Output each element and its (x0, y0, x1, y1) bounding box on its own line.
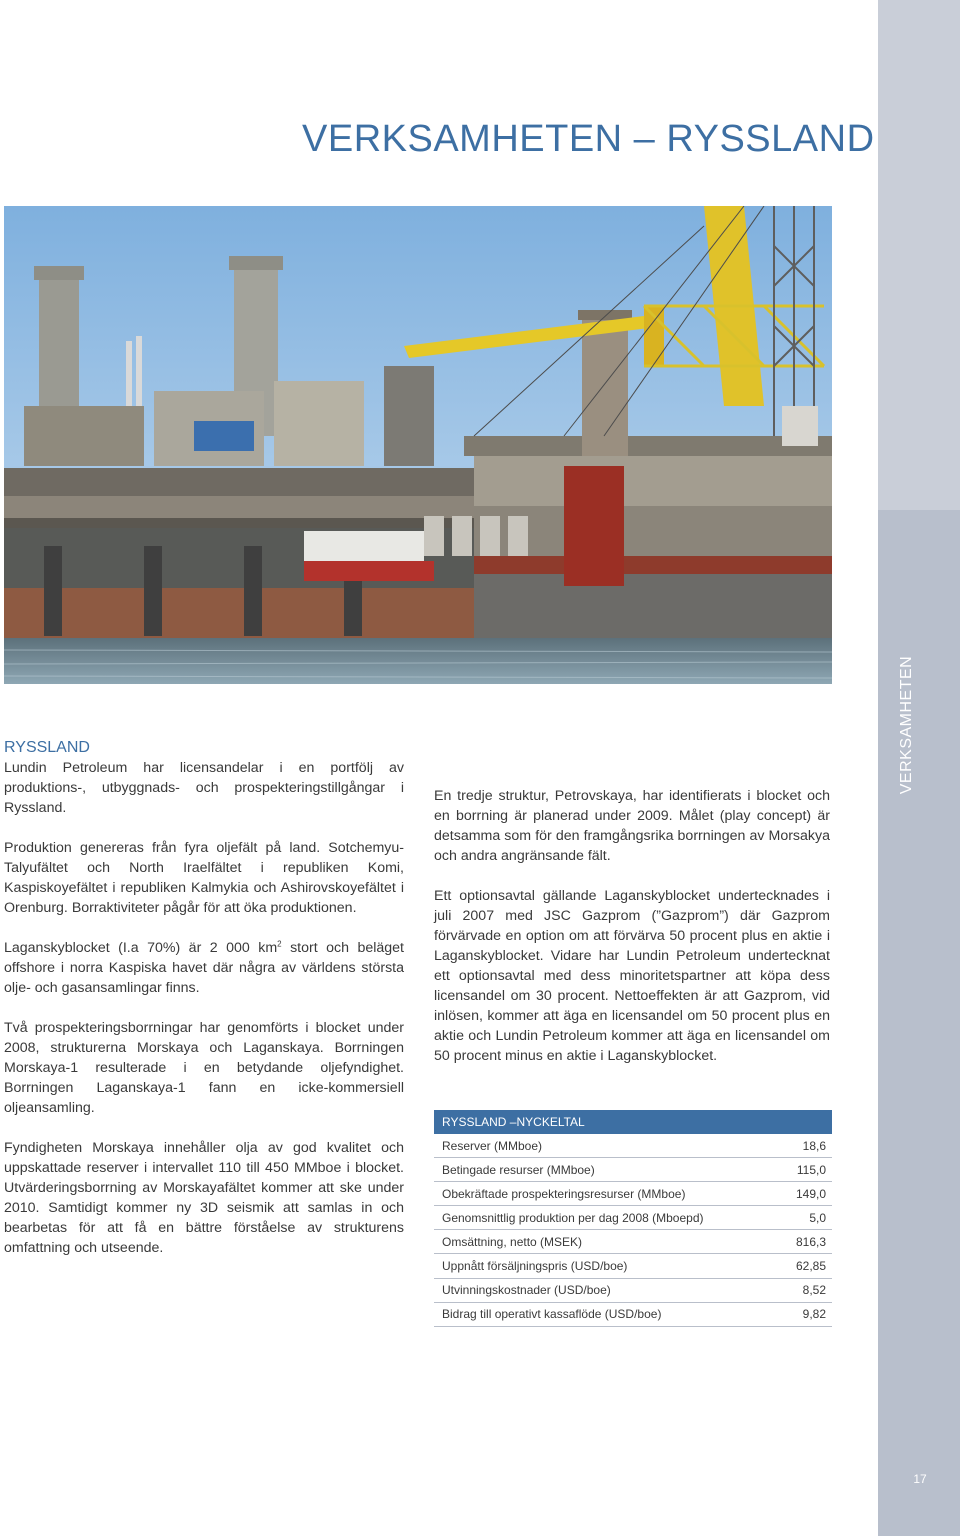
section-heading-ryssland: RYSSLAND (4, 739, 90, 756)
key-figures-header: RYSSLAND –NYCKELTAL (434, 1110, 832, 1134)
table-row (434, 1230, 832, 1254)
page-title: VERKSAMHETEN – RYSSLAND (302, 118, 875, 160)
lagansky-text-end: stort och beläget offshore i norra Kaspiska havet där några av världens största olje- och gasansamlingar finns. (4, 940, 404, 996)
row-value: 8,52 (802, 1283, 826, 1298)
row-label: Obekräftade prospekteringsresurser (MMboe) (442, 1186, 686, 1201)
side-tab-label (887, 650, 927, 800)
row-value: 62,85 (795, 1259, 826, 1274)
left-column (4, 738, 404, 1278)
table-row (434, 1134, 832, 1158)
paragraph-option-agreement: Ett optionsavtal gällande Laganskyblocket undertecknades i juli 2007 med JSC Gazprom (”Gazprom”) där Gazprom förvärvade en option om att förvärva 50 procent plus en aktie i Laganskyblocket. Vidare har Lundin Petroleum undertecknat ett optionsavtal med dess minoritetspartner att köpa dess licensandel om 30 procent. Nettoeffekten är att Gazprom, vid inlösen, kommer att äga en licensandel om 50 procent plus en aktie och Lundin Petroleum kommer att äga en licensandel om 50 procent minus en aktie i Laganskyblocket. (434, 888, 830, 1064)
table-row (434, 1158, 832, 1182)
row-label: Utvinningskostnader (USD/boe) (442, 1283, 611, 1298)
row-value: 816,3 (795, 1234, 826, 1249)
table-row (434, 1279, 832, 1303)
paragraph-intro: Lundin Petroleum har licensandelar i en portfölj av produktions-, utbyggnads- och prospekteringstillgångar i Ryssland. (4, 760, 404, 816)
row-label: Reserver (MMboe) (442, 1138, 543, 1153)
row-value: 149,0 (795, 1186, 826, 1201)
row-value: 18,6 (802, 1138, 826, 1153)
key-figures-table (434, 1110, 832, 1327)
lagansky-text-start: Laganskyblocket (I.a 70%) är 2 000 km (4, 940, 278, 956)
paragraph-production: Produktion genereras från fyra oljefält på land. Sotchemyu-Talyufältet och North Iraelfältet i republiken Komi, Kaspiskoyefältet i republiken Kalmykia och Ashirovskoyefältet i Orenburg. Borraktiviteter pågår för att öka produktionen. (4, 840, 404, 916)
offshore-platform-photo (4, 206, 832, 684)
table-row (434, 1206, 832, 1230)
row-value: 115,0 (796, 1162, 826, 1177)
row-label: Genomsnittlig produktion per dag 2008 (Mboepd) (442, 1210, 704, 1225)
row-value: 9,82 (802, 1307, 826, 1322)
table-row (434, 1303, 832, 1327)
row-label: Betingade resurser (MMboe) (442, 1162, 595, 1177)
paragraph-drilling: Två prospekteringsborrningar har genomförts i blocket under 2008, strukturerna Morskaya och Laganskaya. Borrningen Morskaya-1 resulterade i en betydande oljefyndighet. Borrningen Laganskaya-1 fann en icke-kommersiell oljeansamling. (4, 1020, 404, 1116)
right-column (434, 786, 830, 1086)
paragraph-petrovskaya: En tredje struktur, Petrovskaya, har identifierats i blocket och en borrning är planerad under 2009. Målet (play concept) är detsamma som för den framgångsrika borrningen av Morsakya och andra angränsande fält. (434, 788, 830, 864)
paragraph-lagansky (4, 938, 404, 998)
side-tab-label-text: VERKSAMHETEN (898, 655, 915, 795)
row-value: 5,0 (809, 1210, 826, 1225)
row-label: Bidrag till operativt kassaflöde (USD/boe) (442, 1307, 662, 1322)
page-number: 17 (913, 1472, 927, 1486)
paragraph-morskaya: Fyndigheten Morskaya innehåller olja av god kvalitet och uppskattade reserver i intervallet 110 till 450 MMboe i blocket. Utvärderingsborrning av Morskayafältet kommer att ske under 2010. Samtidigt kommer ny 3D seismik att samlas in och bearbetas för att få en bättre förståelse av strukturens omfattning och utseende. (4, 1140, 404, 1256)
table-row (434, 1182, 832, 1206)
table-row (434, 1254, 832, 1278)
row-label: Omsättning, netto (MSEK) (442, 1234, 583, 1249)
row-label: Uppnått försäljningspris (USD/boe) (442, 1259, 628, 1274)
superscript-2: 2 (277, 939, 282, 949)
